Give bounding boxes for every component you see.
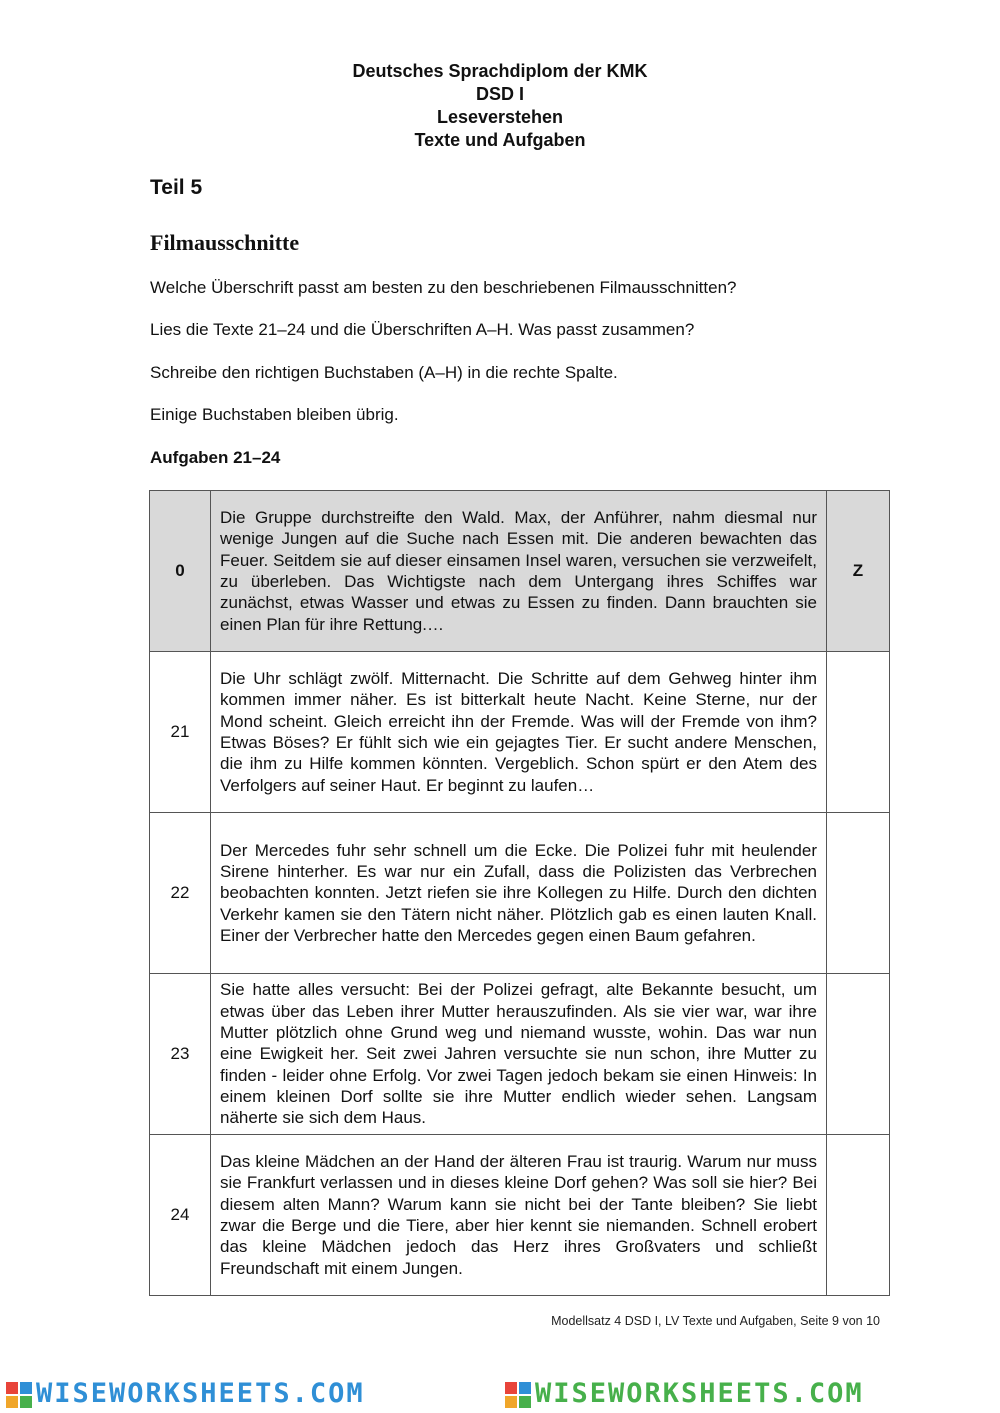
tasks-table (149, 490, 890, 1296)
table-row (150, 813, 890, 974)
answer-cell[interactable] (827, 1135, 890, 1296)
brand-logo (505, 1378, 864, 1409)
answer-cell[interactable] (827, 974, 890, 1135)
row-number: 0 (150, 491, 211, 652)
brand-badge-icon (505, 1382, 531, 1408)
tasks-label: Aufgaben 21–24 (150, 448, 281, 467)
section-number: Teil 5 (150, 176, 203, 199)
row-number: 22 (150, 813, 211, 974)
table-row (150, 652, 890, 813)
brand-logo (6, 1378, 365, 1409)
section-title: Filmausschnitte (150, 230, 300, 255)
table-row (150, 1135, 890, 1296)
document-header (0, 60, 1000, 152)
row-text: Sie hatte alles versucht: Bei der Polizei gefragt, alte Bekannte besucht, um etwas über das Leben ihrer Mutter herauszufinden. Als sie vier war, war ihre Mutter plötzlich ohne Grund weg und niemand wusste, wohin. Das war nun eine Ewigkeit her. Seit zwei Jahren versuchte sie nun schon, ihre Mutter zu finden - leider ohne Erfolg. Vor zwei Tagen jedoch bekam sie einen Hinweis: In einem kleinen Dorf sollte sie ihre Mutter endlich wieder sehen. Langsam näherte sie sich dem Haus. (211, 974, 827, 1135)
row-text: Der Mercedes fuhr sehr schnell um die Ecke. Die Polizei fuhr mit heulender Sirene hinterher. Es war nur ein Zufall, dass die Polizisten das Verbrechen beobachten konnten. Jetzt riefen sie ihre Kollegen zu Hilfe. Durch den dichten Verkehr kamen sie den Tätern nicht näher. Plötzlich gab es einen lauten Knall. Einer der Verbrecher hatte den Mercedes gegen einen Baum gefahren. (211, 813, 827, 974)
row-number: 24 (150, 1135, 211, 1296)
brand-text: WISEWORKSHEETS.COM (36, 1378, 365, 1409)
instruction-3: Schreibe den richtigen Buchstaben (A–H) in die rechte Spalte. (150, 363, 618, 382)
row-text: Die Gruppe durchstreifte den Wald. Max, der Anführer, nahm diesmal nur wenige Jungen auf die Suche nach Essen mit. Die anderen bewachten das Feuer. Seitdem sie auf dieser einsamen Insel waren, versuchen sie verzweifelt, zu überleben. Das Wichtigste nach dem Untergang ihres Schiffes war zunächst, etwas Wasser und etwas zu Essen zu finden. Dann brauchten sie einen Plan für ihre Rettung.… (211, 491, 827, 652)
table-row-example (150, 491, 890, 652)
row-text: Das kleine Mädchen an der Hand der älteren Frau ist traurig. Warum nur muss sie Frankfurt verlassen und in dieses kleine Dorf gehen? Was soll sie hier? Bei diesem alten Mann? Warum kann sie nicht bei der Tante bleiben? Sie liebt zwar die Berge und die Tiere, aber hier kennt sie niemanden. Schnell erobert das kleine Mädchen jedoch das Herz ihres Großvaters und schließt Freundschaft mit einem Jungen. (211, 1135, 827, 1296)
row-text: Die Uhr schlägt zwölf. Mitternacht. Die Schritte auf dem Gehweg hinter ihm kommen immer näher. Es ist bitterkalt heute Nacht. Keine Sterne, nur der Mond scheint. Gleich erreicht ihn der Fremde. Was will der Fremde von ihm? Etwas Böses? Er fühlt sich wie ein gejagtes Tier. Er sucht andere Menschen, die ihm zu Hilfe kommen könnten. Vergeblich. Schon spürt er den Atem des Verfolgers auf seiner Haut. Er beginnt zu laufen… (211, 652, 827, 813)
instruction-1: Welche Überschrift passt am besten zu den beschriebenen Filmausschnitten? (150, 278, 737, 297)
header-line-2: DSD I (475, 84, 524, 104)
row-number: 21 (150, 652, 211, 813)
row-number: 23 (150, 974, 211, 1135)
page-footer: Modellsatz 4 DSD I, LV Texte und Aufgaben, Seite 9 von 10 (551, 1314, 880, 1328)
brand-text: WISEWORKSHEETS.COM (535, 1378, 864, 1409)
instruction-4: Einige Buchstaben bleiben übrig. (150, 405, 399, 424)
answer-cell[interactable] (827, 813, 890, 974)
table-row (150, 974, 890, 1135)
brand-watermark (0, 1378, 1000, 1412)
header-line-3: Leseverstehen (436, 107, 564, 127)
instruction-2: Lies die Texte 21–24 und die Überschriften A–H. Was passt zusammen? (150, 320, 695, 339)
answer-cell: Z (827, 491, 890, 652)
answer-cell[interactable] (827, 652, 890, 813)
header-line-4: Texte und Aufgaben (414, 130, 586, 150)
brand-badge-icon (6, 1382, 32, 1408)
header-line-1: Deutsches Sprachdiplom der KMK (352, 61, 648, 81)
